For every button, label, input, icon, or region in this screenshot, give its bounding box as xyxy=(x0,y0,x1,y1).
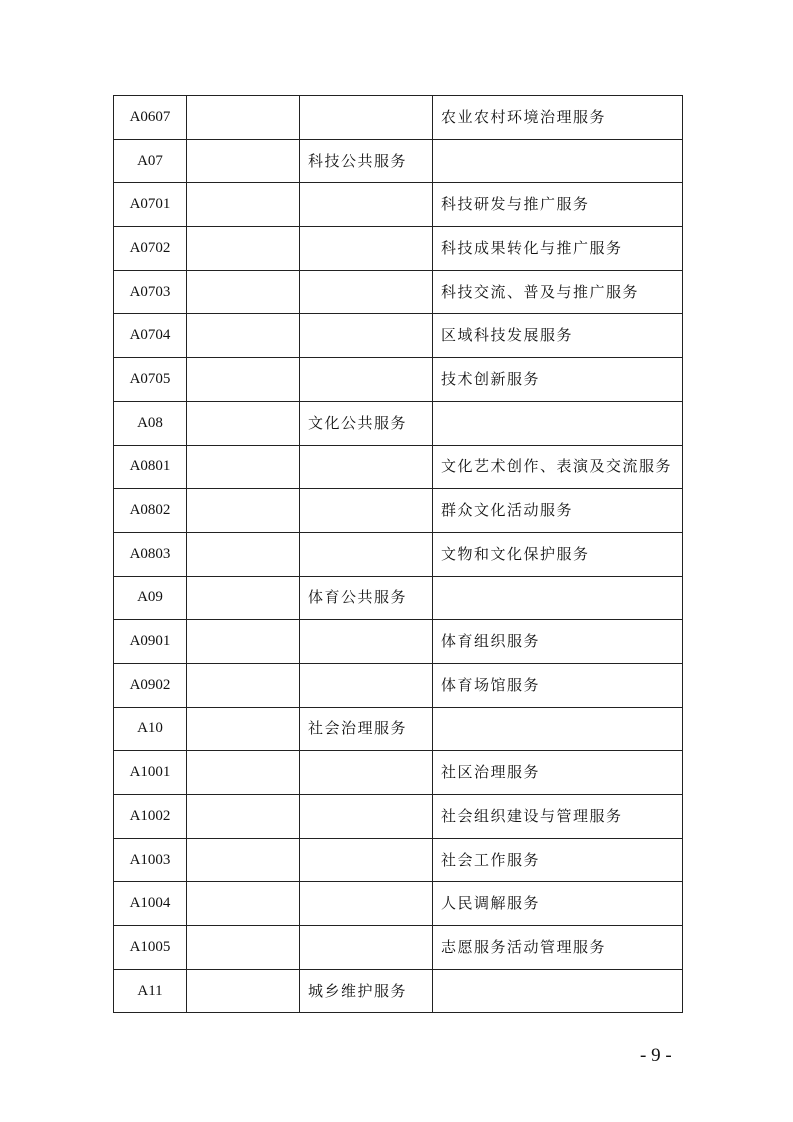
table-row xyxy=(114,139,683,183)
code-cell: A0901 xyxy=(114,620,187,664)
level1-cell xyxy=(187,838,300,882)
level1-cell xyxy=(187,270,300,314)
level2-category-cell xyxy=(300,489,433,533)
level3-item-cell: 科技交流、普及与推广服务 xyxy=(433,270,683,314)
table-row xyxy=(114,795,683,839)
level3-item-cell xyxy=(433,576,683,620)
level1-cell xyxy=(187,795,300,839)
code-cell: A0702 xyxy=(114,227,187,271)
level2-category-cell xyxy=(300,96,433,140)
level2-category-cell xyxy=(300,620,433,664)
code-cell: A08 xyxy=(114,401,187,445)
code-cell: A1002 xyxy=(114,795,187,839)
code-cell: A0705 xyxy=(114,358,187,402)
level1-cell xyxy=(187,663,300,707)
level3-item-cell: 科技成果转化与推广服务 xyxy=(433,227,683,271)
level2-category-cell xyxy=(300,926,433,970)
catalog-table-container xyxy=(113,95,683,1013)
level3-item-cell: 体育场馆服务 xyxy=(433,663,683,707)
table-row xyxy=(114,620,683,664)
level2-category-cell xyxy=(300,314,433,358)
level3-item-cell: 社会组织建设与管理服务 xyxy=(433,795,683,839)
code-cell: A0803 xyxy=(114,532,187,576)
table-row xyxy=(114,445,683,489)
level2-category-cell xyxy=(300,227,433,271)
table-row xyxy=(114,489,683,533)
code-cell: A1001 xyxy=(114,751,187,795)
level1-cell xyxy=(187,227,300,271)
level2-category-cell xyxy=(300,663,433,707)
page-number: - 9 - xyxy=(640,1045,672,1066)
level2-category-cell xyxy=(300,270,433,314)
level1-cell xyxy=(187,532,300,576)
table-row xyxy=(114,401,683,445)
level1-cell xyxy=(187,882,300,926)
level3-item-cell: 文化艺术创作、表演及交流服务 xyxy=(433,445,683,489)
level3-item-cell: 人民调解服务 xyxy=(433,882,683,926)
level2-category-cell xyxy=(300,445,433,489)
level1-cell xyxy=(187,401,300,445)
level2-category-cell: 社会治理服务 xyxy=(300,707,433,751)
table-row xyxy=(114,270,683,314)
level3-item-cell: 群众文化活动服务 xyxy=(433,489,683,533)
level3-item-cell xyxy=(433,139,683,183)
level3-item-cell: 科技研发与推广服务 xyxy=(433,183,683,227)
level2-category-cell: 体育公共服务 xyxy=(300,576,433,620)
code-cell: A0801 xyxy=(114,445,187,489)
table-body xyxy=(114,96,683,1013)
level1-cell xyxy=(187,751,300,795)
level1-cell xyxy=(187,707,300,751)
code-cell: A0902 xyxy=(114,663,187,707)
code-cell: A1005 xyxy=(114,926,187,970)
table-row xyxy=(114,882,683,926)
level1-cell xyxy=(187,969,300,1013)
level3-item-cell: 社区治理服务 xyxy=(433,751,683,795)
code-cell: A0701 xyxy=(114,183,187,227)
level2-category-cell xyxy=(300,838,433,882)
table-row xyxy=(114,751,683,795)
table-row xyxy=(114,96,683,140)
table-row xyxy=(114,576,683,620)
code-cell: A1004 xyxy=(114,882,187,926)
level1-cell xyxy=(187,96,300,140)
code-cell: A10 xyxy=(114,707,187,751)
level2-category-cell xyxy=(300,358,433,402)
code-cell: A1003 xyxy=(114,838,187,882)
code-cell: A0607 xyxy=(114,96,187,140)
code-cell: A11 xyxy=(114,969,187,1013)
table-row xyxy=(114,969,683,1013)
code-cell: A0704 xyxy=(114,314,187,358)
table-row xyxy=(114,663,683,707)
level3-item-cell: 农业农村环境治理服务 xyxy=(433,96,683,140)
code-cell: A07 xyxy=(114,139,187,183)
level1-cell xyxy=(187,620,300,664)
code-cell: A0802 xyxy=(114,489,187,533)
table-row xyxy=(114,926,683,970)
table-row xyxy=(114,532,683,576)
level2-category-cell xyxy=(300,751,433,795)
level2-category-cell xyxy=(300,795,433,839)
level2-category-cell: 文化公共服务 xyxy=(300,401,433,445)
level1-cell xyxy=(187,445,300,489)
level3-item-cell: 志愿服务活动管理服务 xyxy=(433,926,683,970)
table-row xyxy=(114,707,683,751)
level1-cell xyxy=(187,139,300,183)
level2-category-cell xyxy=(300,882,433,926)
level1-cell xyxy=(187,358,300,402)
table-row xyxy=(114,227,683,271)
level3-item-cell: 文物和文化保护服务 xyxy=(433,532,683,576)
level3-item-cell xyxy=(433,401,683,445)
level1-cell xyxy=(187,926,300,970)
level1-cell xyxy=(187,489,300,533)
table-row xyxy=(114,183,683,227)
level1-cell xyxy=(187,314,300,358)
level3-item-cell: 社会工作服务 xyxy=(433,838,683,882)
level2-category-cell xyxy=(300,183,433,227)
table-row xyxy=(114,358,683,402)
level1-cell xyxy=(187,576,300,620)
table-row xyxy=(114,314,683,358)
level3-item-cell: 技术创新服务 xyxy=(433,358,683,402)
code-cell: A0703 xyxy=(114,270,187,314)
level1-cell xyxy=(187,183,300,227)
service-catalog-table xyxy=(113,95,683,1013)
code-cell: A09 xyxy=(114,576,187,620)
level3-item-cell: 体育组织服务 xyxy=(433,620,683,664)
level2-category-cell: 科技公共服务 xyxy=(300,139,433,183)
table-row xyxy=(114,838,683,882)
level2-category-cell xyxy=(300,532,433,576)
level3-item-cell xyxy=(433,969,683,1013)
level3-item-cell xyxy=(433,707,683,751)
level2-category-cell: 城乡维护服务 xyxy=(300,969,433,1013)
level3-item-cell: 区域科技发展服务 xyxy=(433,314,683,358)
